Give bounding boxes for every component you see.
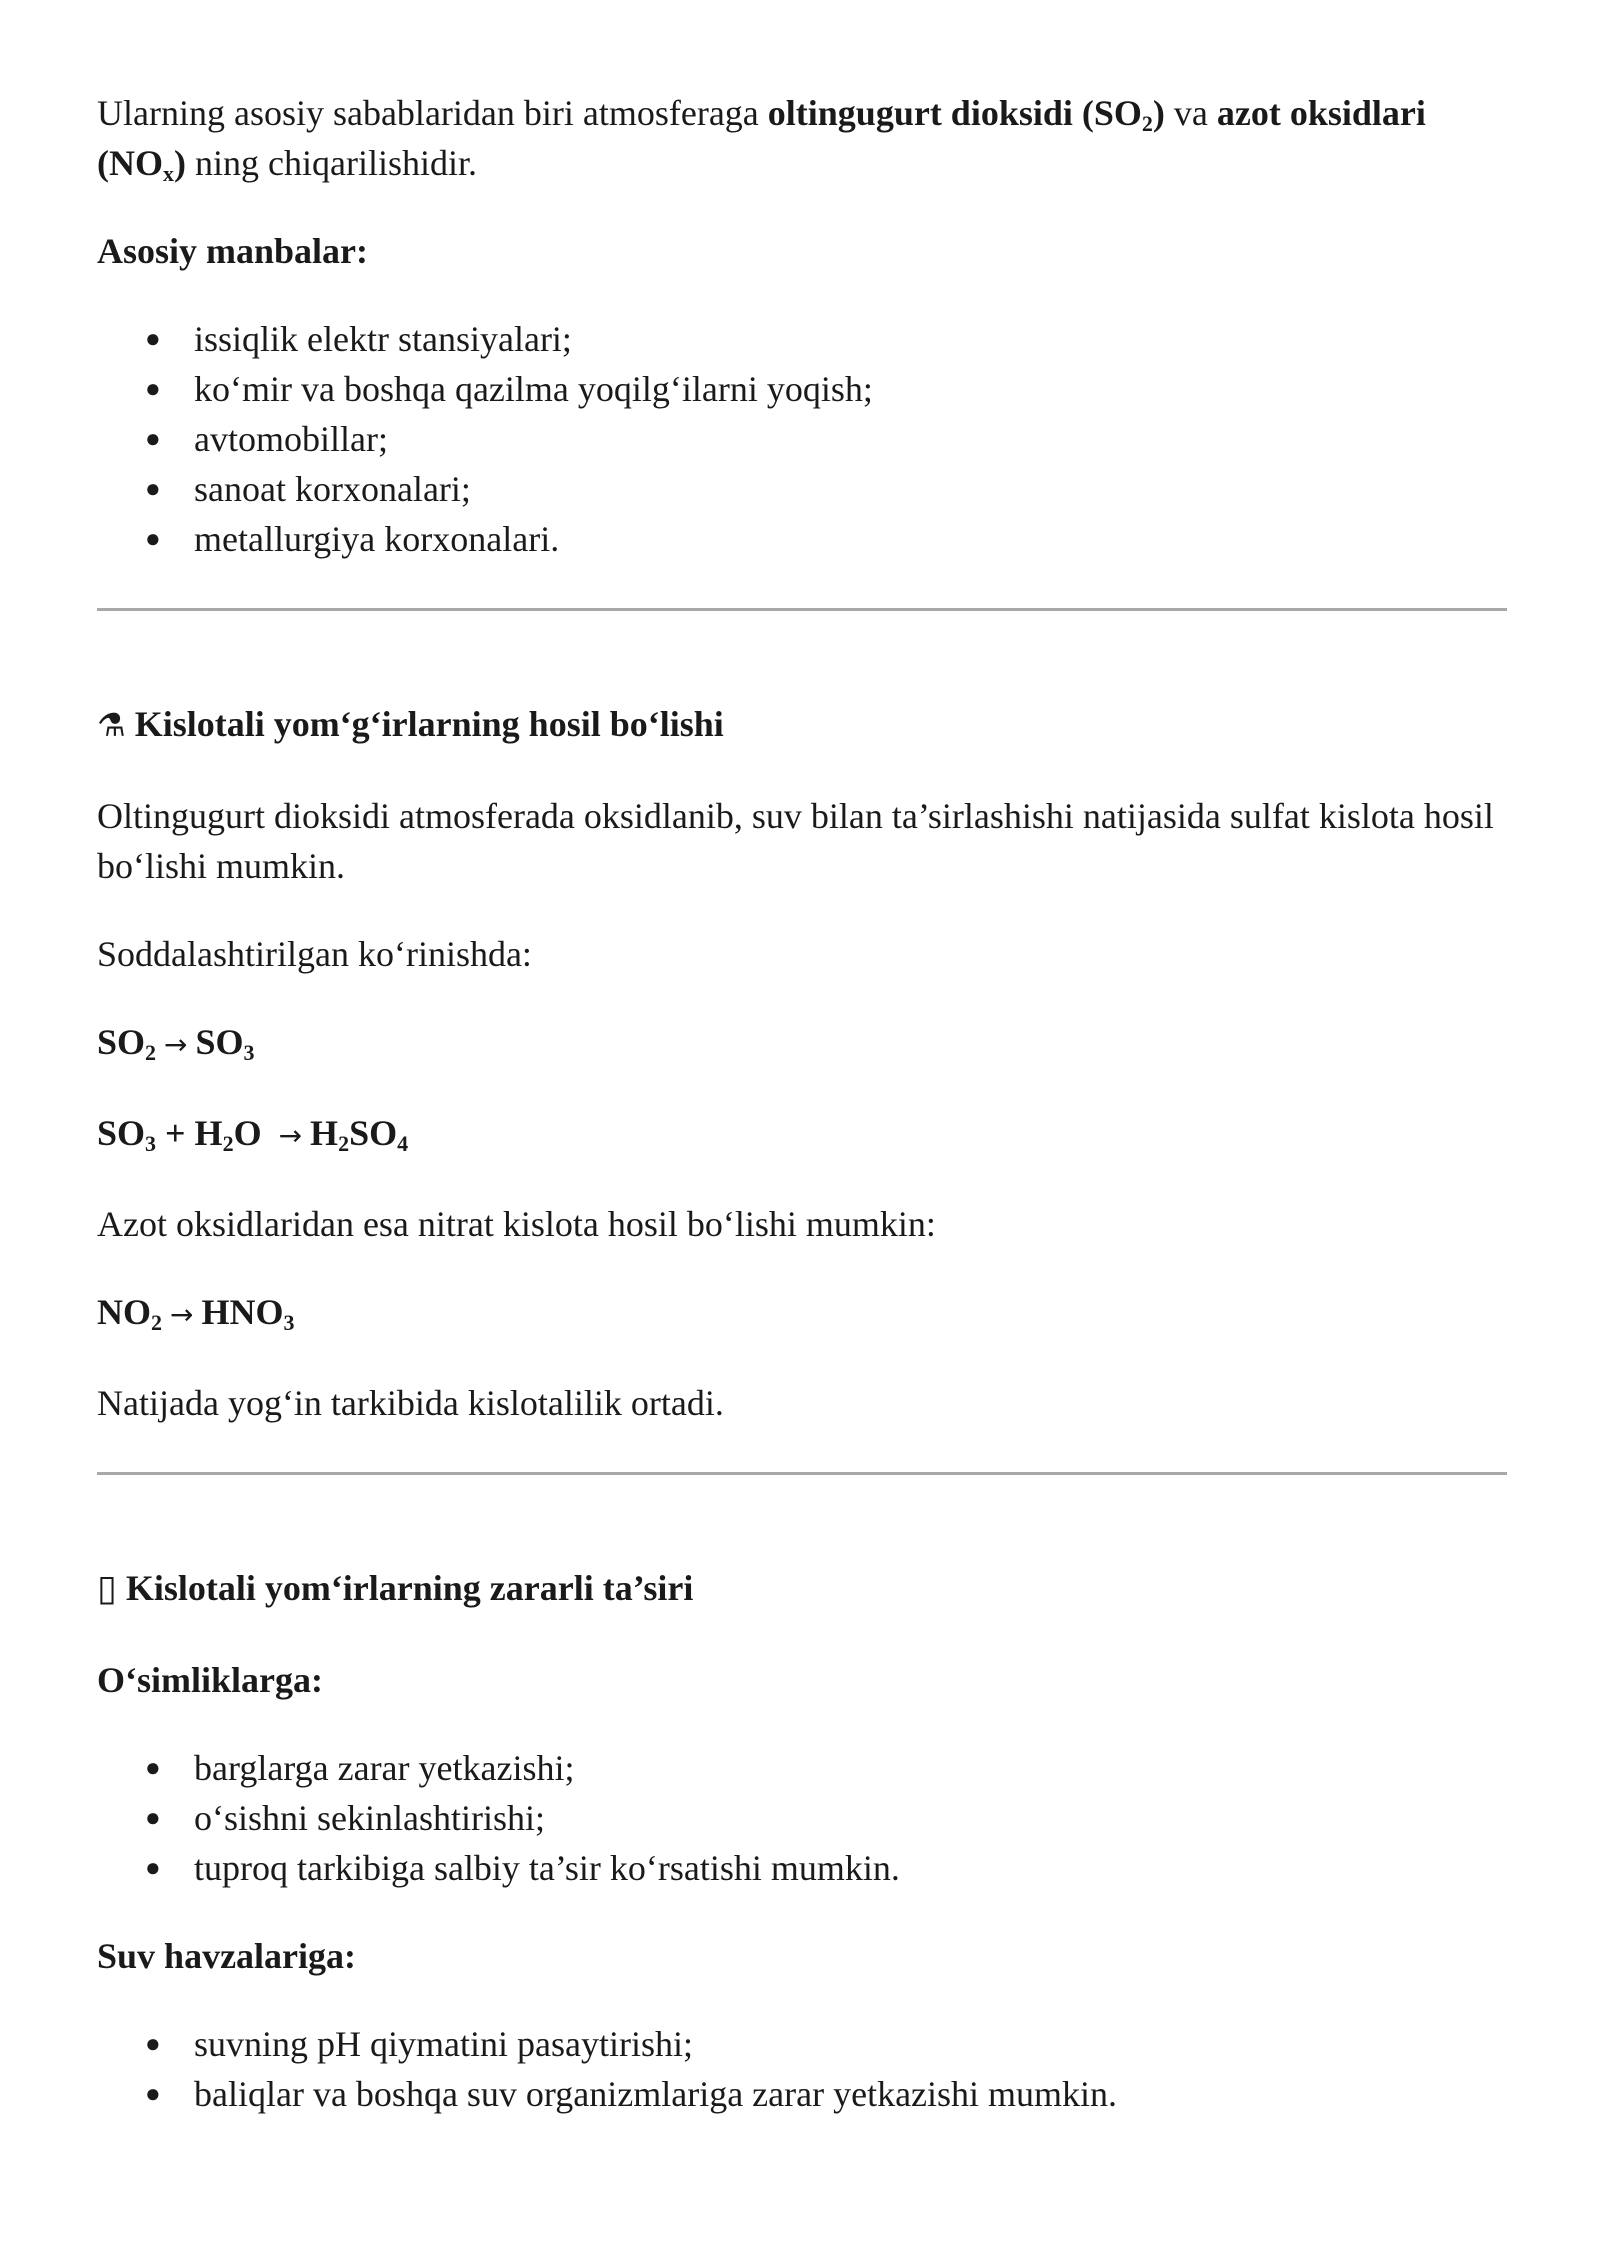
list-item: ● metallurgiya korxonalari. bbox=[97, 514, 1507, 564]
bullet-icon: ● bbox=[145, 1803, 161, 1832]
simplified-label: Soddalashtirilgan ko‘rinishda: bbox=[97, 934, 532, 974]
formation-heading: ⚗ Kislotali yom‘g‘irlarning hosil bo‘lishi bbox=[97, 704, 724, 744]
effects-heading: ▯ Kislotali yom‘irlarning zararli ta’siri bbox=[97, 1568, 694, 1609]
bullet-icon: ● bbox=[145, 474, 161, 503]
so2-term: oltingugurt dioksidi $(SO_2)$ bbox=[767, 93, 1165, 136]
list-item: ● avtomobillar; bbox=[97, 414, 1507, 464]
water-label: Suv havzalariga: bbox=[97, 1936, 357, 1976]
missing-glyph-icon: ▯ bbox=[97, 1568, 117, 1609]
bullet-icon: ● bbox=[145, 424, 161, 453]
bullet-icon: ● bbox=[145, 2079, 161, 2108]
bullet-icon: ● bbox=[145, 1853, 161, 1882]
list-item: ● sanoat korxonalari; bbox=[97, 464, 1507, 514]
bullet-icon: ● bbox=[145, 1753, 161, 1782]
intro-paragraph bbox=[97, 88, 1507, 188]
formation-paragraph: Oltingugurt dioksidi atmosferada oksidlanib, suv bilan ta’sirlashishi natijasida sulfat kislota hosil bo‘lishi mumkin. bbox=[97, 796, 1494, 886]
formula-hno3: $NO_2 \to HNO_3$ bbox=[97, 1292, 295, 1335]
bullet-icon: ● bbox=[145, 524, 161, 553]
nitrogen-paragraph: Azot oksidlaridan esa nitrat kislota hosil bo‘lishi mumkin: bbox=[97, 1204, 936, 1244]
intro-text: ning chiqarilishidir. bbox=[186, 143, 477, 183]
document-page bbox=[97, 88, 1507, 2119]
list-item: ● baliqlar va boshqa suv organizmlariga zarar yetkazishi mumkin. bbox=[97, 2069, 1507, 2119]
section-divider bbox=[97, 608, 1507, 611]
formula-so2-so3: $SO_2 \to SO_3$ bbox=[97, 1022, 255, 1065]
section-divider bbox=[97, 1472, 1507, 1475]
bullet-icon: ● bbox=[145, 324, 161, 353]
bullet-icon: ● bbox=[145, 2029, 161, 2058]
result-paragraph: Natijada yog‘in tarkibida kislotalilik ortadi. bbox=[97, 1383, 724, 1423]
intro-text: Ularning asosiy sabablaridan biri atmosferaga bbox=[97, 93, 768, 133]
bullet-icon: ● bbox=[145, 374, 161, 403]
sources-label: Asosiy manbalar: bbox=[97, 231, 369, 271]
formula-h2so4: $SO_3 + H_2O \to H_2SO_4$ bbox=[97, 1113, 409, 1156]
water-list bbox=[97, 2019, 1507, 2119]
flask-icon: ⚗ bbox=[97, 706, 126, 744]
plants-list bbox=[97, 1743, 1507, 1893]
list-item: ● o‘sishni sekinlashtirishi; bbox=[97, 1793, 1507, 1843]
sources-list bbox=[97, 314, 1507, 564]
list-item: ● ko‘mir va boshqa qazilma yoqilg‘ilarni yoqish; bbox=[97, 364, 1507, 414]
plants-label: O‘simliklarga: bbox=[97, 1660, 323, 1700]
list-item: ● issiqlik elektr stansiyalari; bbox=[97, 314, 1507, 364]
nox-term: azot oksidlari $(NO_x)$ bbox=[97, 93, 1426, 186]
list-item: ● tuproq tarkibiga salbiy ta’sir ko‘rsatishi mumkin. bbox=[97, 1843, 1507, 1893]
intro-text: va bbox=[1164, 93, 1217, 133]
list-item: ● suvning pH qiymatini pasaytirishi; bbox=[97, 2019, 1507, 2069]
list-item: ● barglarga zarar yetkazishi; bbox=[97, 1743, 1507, 1793]
